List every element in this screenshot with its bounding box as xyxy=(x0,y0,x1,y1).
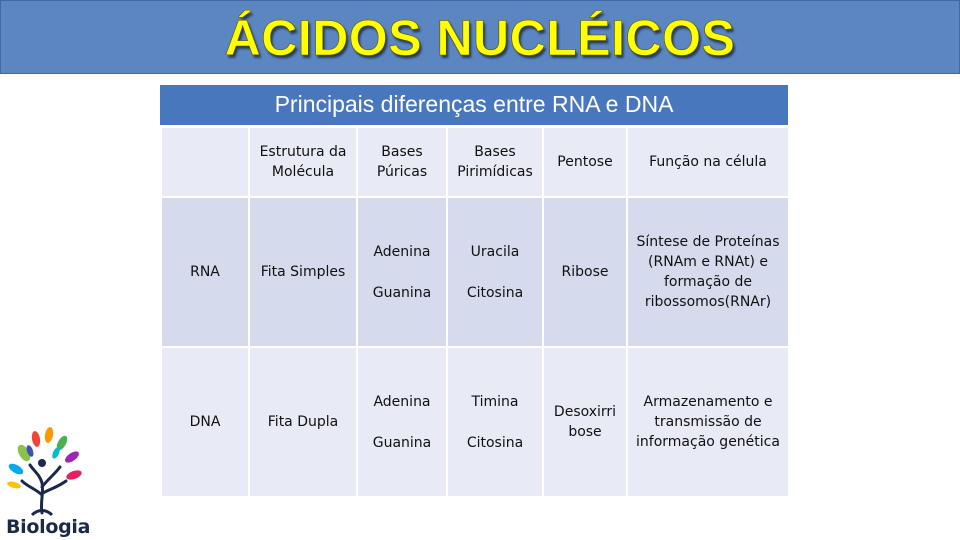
slide-subtitle: Principais diferenças entre RNA e DNA xyxy=(274,91,674,117)
header-bases-puricas: Bases Púricas xyxy=(357,127,447,197)
rna-pentose: Ribose xyxy=(543,197,627,347)
dna-funcao: Armazenamento e transmissão de informação genética xyxy=(627,347,789,497)
dna-pentose: Desoxirri bose xyxy=(543,347,627,497)
dna-bases-puricas xyxy=(357,347,447,497)
header-bases-pirimidicas: Bases Pirimídicas xyxy=(447,127,543,197)
table-row-dna xyxy=(161,347,789,497)
header-estrutura: Estrutura da Molécula xyxy=(249,127,357,197)
header-funcao: Função na célula xyxy=(627,127,789,197)
rna-pirimidica-1: Uracila xyxy=(470,243,520,260)
rna-funcao: Síntese de Proteínas (RNAm e RNAt) e formação de ribossomos(RNAr) xyxy=(627,197,789,347)
dna-purica-1: Adenina xyxy=(373,393,431,410)
dna-pirimidica-1: Timina xyxy=(471,393,519,410)
rna-bases-puricas xyxy=(357,197,447,347)
table-row-rna xyxy=(161,197,789,347)
header-empty-cell xyxy=(161,127,249,197)
row-label-dna: DNA xyxy=(161,347,249,497)
rna-purica-1: Adenina xyxy=(373,243,431,260)
rna-estrutura: Fita Simples xyxy=(249,197,357,347)
logo-text: Biologia xyxy=(6,516,91,538)
dna-purica-2: Guanina xyxy=(372,434,432,451)
header-pentose: Pentose xyxy=(543,127,627,197)
title-bar xyxy=(0,0,960,74)
dna-bases-pirimidicas xyxy=(447,347,543,497)
subtitle-bar xyxy=(160,85,788,125)
rna-purica-2: Guanina xyxy=(372,284,432,301)
comparison-table xyxy=(160,126,790,498)
dna-estrutura: Fita Dupla xyxy=(249,347,357,497)
row-label-rna: RNA xyxy=(161,197,249,347)
rna-bases-pirimidicas xyxy=(447,197,543,347)
rna-pirimidica-2: Citosina xyxy=(466,284,524,301)
dna-pirimidica-2: Citosina xyxy=(466,434,524,451)
slide-title: ÁCIDOS NUCLÉICOS xyxy=(224,10,736,66)
